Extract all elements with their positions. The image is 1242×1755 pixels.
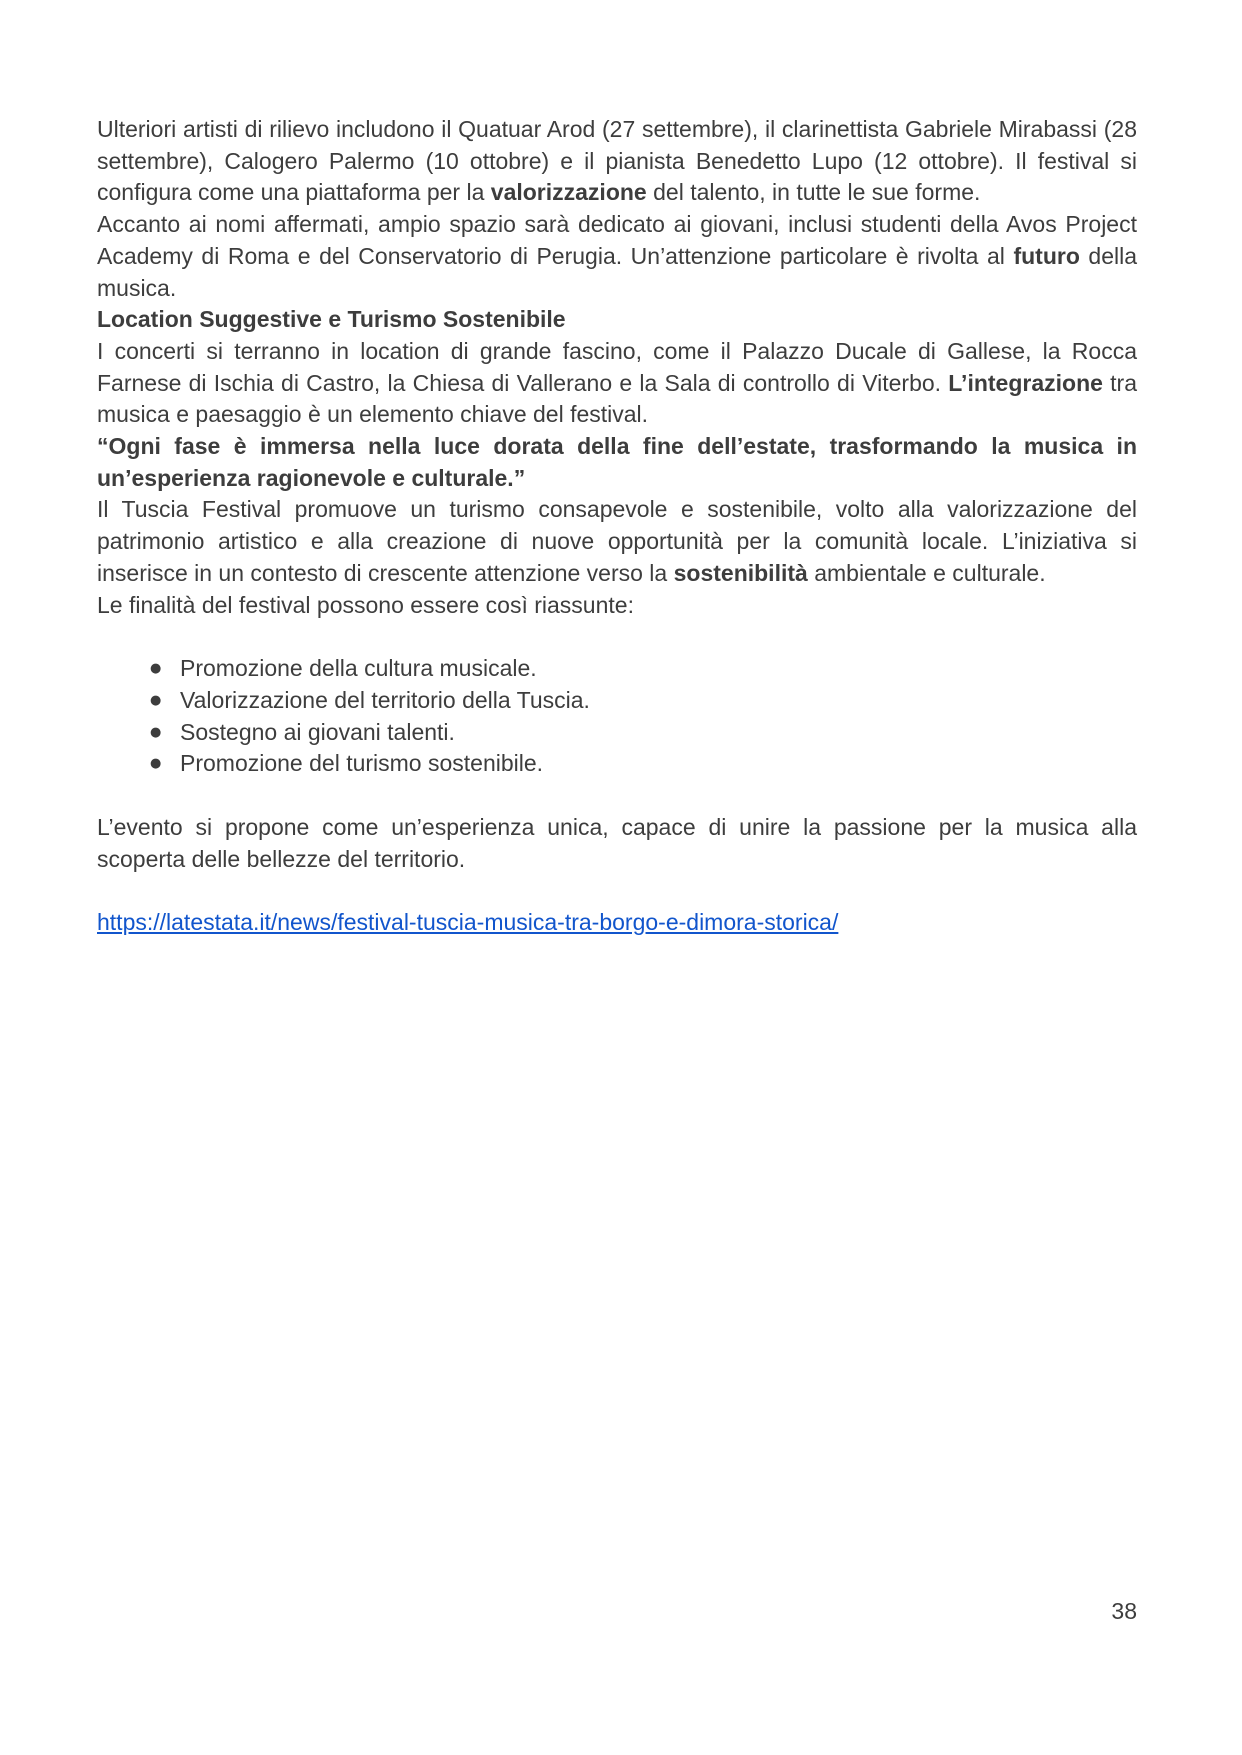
article-link[interactable]: https://latestata.it/news/festival-tuscia-musica-tra-borgo-e-dimora-storica/: [97, 909, 839, 936]
bold-text-run: sostenibilità: [673, 559, 808, 586]
list-item-text: Sostegno ai giovani talenti.: [180, 718, 455, 745]
paragraph: [97, 812, 1137, 875]
text-run: ambientale e culturale.: [807, 559, 1046, 586]
bold-text-run: valorizzazione: [490, 179, 647, 206]
paragraph: [97, 336, 1137, 431]
page-number: 38: [1111, 1598, 1137, 1624]
paragraph: [97, 114, 1137, 209]
bullet-icon: ●: [150, 661, 162, 677]
text-run: Il Tuscia Festival promuove un turismo consapevole e sostenibile, volto alla valorizzazione del patrimonio artistico e alla creazione di nuove opportunità per la comunità locale. L’iniziativa si inserisce in un contesto di crescente attenzione verso la: [97, 496, 1137, 586]
text-run: I concerti si terranno in location di grande fascino, come il Palazzo Ducale di Gallese, la Rocca Farnese di Ischia di Castro, la Chiesa di Vallerano e la Sala di controllo di Viterbo.: [97, 337, 1137, 396]
list-item: [97, 717, 1137, 749]
section-heading: [97, 304, 1137, 336]
text-run: Le finalità del festival possono essere così riassunte:: [97, 591, 634, 618]
paragraph: [97, 209, 1137, 304]
bold-text-run: Location Suggestive e Turismo Sostenibile: [97, 306, 566, 333]
text-run: Ulteriori artisti di rilievo includono il Quatuar Arod (27 settembre), il clarinettista Gabriele Mirabassi (28 settembre), Calogero Palermo (10 ottobre) e il pianista Benedetto Lupo (12 ottobre). Il festival si configura come una piattaforma per la: [97, 116, 1137, 206]
bullet-icon: ●: [150, 756, 162, 772]
blank-line: [97, 875, 1137, 907]
list-item-text: Promozione del turismo sostenibile.: [180, 750, 544, 777]
list-item: [97, 748, 1137, 780]
bold-text-run: “Ogni fase è immersa nella luce dorata della fine dell’estate, trasformando la musica in un’esperienza ragionevole e culturale.”: [97, 433, 1137, 491]
bold-text-run: L’integrazione: [948, 369, 1103, 396]
bullet-icon: ●: [150, 692, 162, 708]
list-item-text: Promozione della cultura musicale.: [180, 655, 537, 682]
text-run: del talento, in tutte le sue forme.: [646, 179, 981, 206]
text-run: Accanto ai nomi affermati, ampio spazio sarà dedicato ai giovani, inclusi studenti della Avos Project Academy di Roma e del Conservatorio di Perugia. Un’attenzione particolare è rivolta al: [97, 211, 1137, 269]
list-item-text: Valorizzazione del territorio della Tuscia.: [180, 686, 590, 713]
list-item: [97, 685, 1137, 717]
blank-line: [97, 621, 1137, 653]
paragraph: [97, 494, 1137, 589]
text-run: tra musica e paesaggio è un elemento chiave del festival.: [97, 369, 1137, 428]
bullet-icon: ●: [150, 724, 162, 740]
bullet-list: [97, 653, 1137, 780]
text-run: della musica.: [97, 242, 1138, 301]
paragraph: [97, 431, 1137, 494]
document-body: [97, 114, 1137, 939]
text-run: L’evento si propone come un’esperienza unica, capace di unire la passione per la musica alla scoperta delle bellezze del territorio.: [97, 814, 1137, 872]
bold-text-run: futuro: [1013, 242, 1080, 269]
blank-line: [97, 780, 1137, 812]
link-paragraph: [97, 907, 1137, 939]
list-item: [97, 653, 1137, 685]
paragraph: [97, 590, 1137, 622]
